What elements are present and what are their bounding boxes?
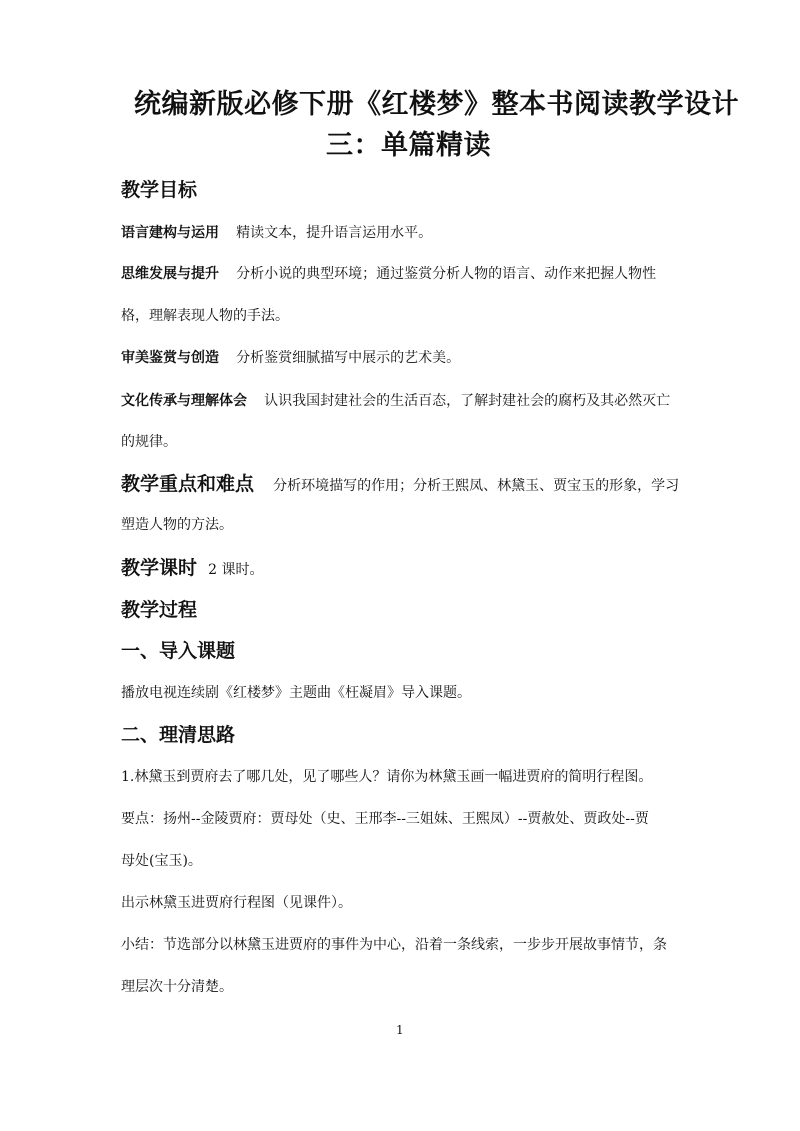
objective-text-continued: 格，理解表现人物的手法。 — [121, 308, 289, 324]
objective-thinking — [121, 263, 656, 283]
objective-text-continued: 的规律。 — [121, 434, 177, 450]
key-points-heading: 教学重点和难点 — [121, 473, 255, 495]
objective-text: 认识我国封建社会的生活百态，了解封建社会的腐朽及其必然灭亡 — [264, 393, 671, 409]
section2-show: 出示林黛玉进贾府行程图（见课件）。 — [121, 895, 352, 911]
objective-language — [121, 222, 432, 242]
section1-text: 播放电视连续剧《红楼梦》主题曲《枉凝眉》导入课题。 — [121, 685, 471, 701]
objective-label: 思维发展与提升 — [121, 266, 219, 282]
section2-key-points-continued: 母处(宝玉)。 — [121, 853, 202, 869]
key-points — [121, 469, 679, 496]
objective-aesthetic — [121, 347, 460, 367]
document-subtitle: 三：单篇精读 — [326, 130, 491, 161]
section1-heading: 一、导入课题 — [121, 640, 236, 662]
objective-text: 精读文本，提升语言运用水平。 — [236, 225, 433, 241]
section2-question: 1.林黛玉到贾府去了哪几处，见了哪些人？请你为林黛玉画一幅进贾府的简明行程图。 — [121, 769, 653, 785]
objective-text: 分析小说的典型环境；通过鉴赏分析人物的语言、动作来把握人物性 — [236, 266, 657, 282]
section2-summary-continued: 理层次十分清楚。 — [121, 979, 233, 995]
objectives-heading: 教学目标 — [121, 179, 198, 201]
objective-text: 分析鉴赏细腻描写中展示的艺术美。 — [236, 350, 461, 366]
section2-heading: 二、理清思路 — [121, 724, 236, 746]
key-points-text-continued: 塑造人物的方法。 — [121, 517, 233, 533]
page-number: 1 — [396, 1023, 404, 1037]
section2-summary: 小结：节选部分以林黛玉进贾府的事件为中心，沿着一条线索，一步步开展故事情节，条 — [121, 937, 667, 953]
process-heading: 教学过程 — [121, 599, 198, 621]
objective-label: 语言建构与运用 — [121, 225, 219, 241]
hours-text: 2 课时。 — [208, 562, 264, 578]
section2-key-points: 要点：扬州--金陵贾府：贾母处（史、王邢李--三姐妹、王熙凤）--贾赦处、贾政处--贾 — [121, 811, 649, 827]
objective-label: 文化传承与理解体会 — [121, 393, 247, 409]
teaching-hours — [121, 553, 263, 580]
objective-label: 审美鉴赏与创造 — [121, 350, 219, 366]
hours-heading: 教学课时 — [121, 557, 198, 579]
objective-culture — [121, 390, 670, 410]
key-points-text: 分析环境描写的作用；分析王熙凤、林黛玉、贾宝玉的形象，学习 — [273, 478, 680, 494]
document-title: 统编新版必修下册《红楼梦》整本书阅读教学设计 — [134, 89, 739, 120]
